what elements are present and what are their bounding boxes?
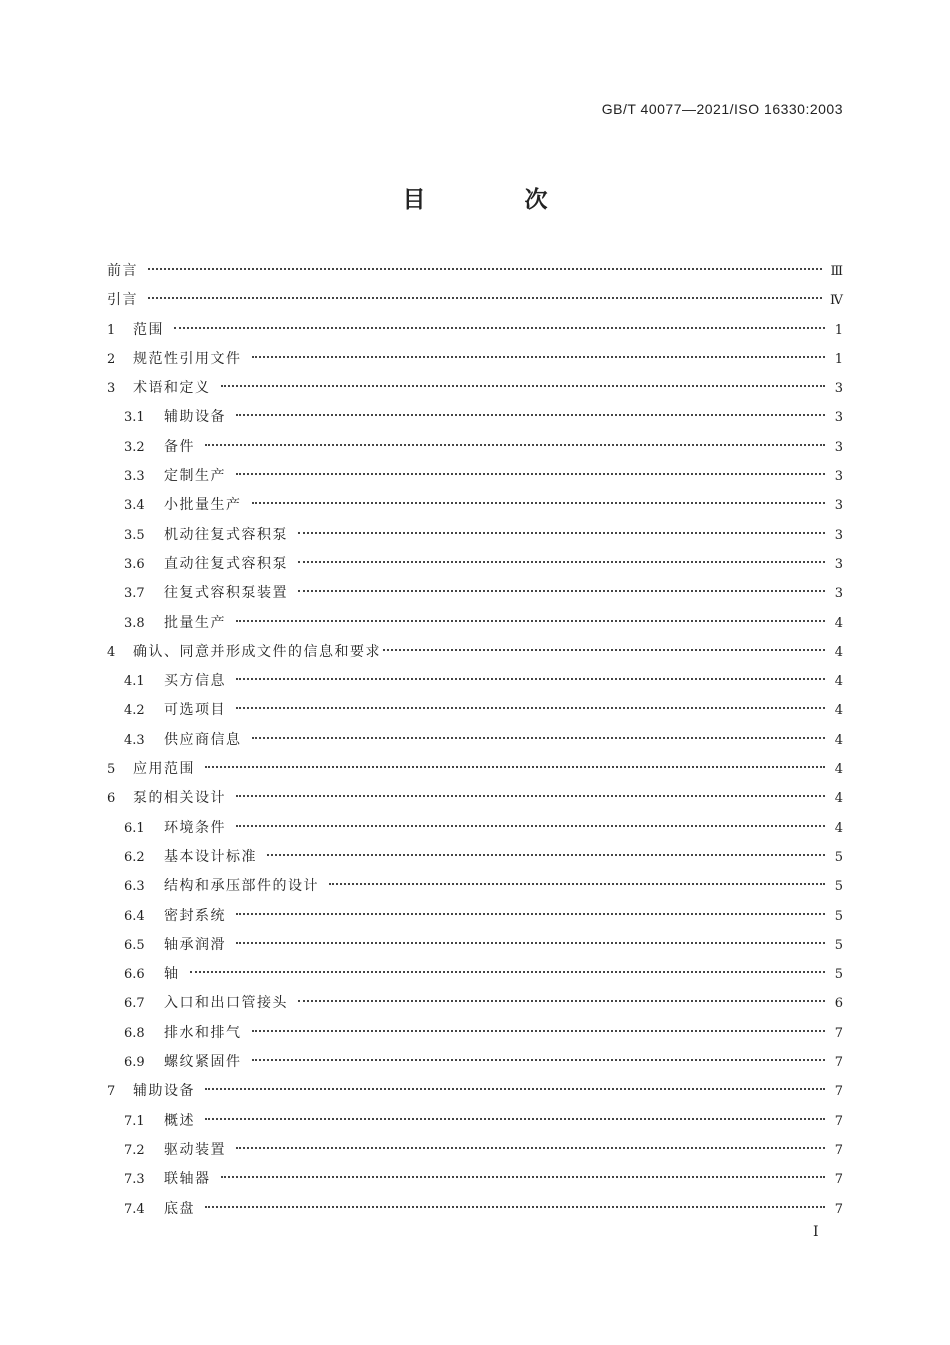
toc-entry[interactable] bbox=[107, 345, 843, 374]
toc-entry-page: 7 bbox=[834, 1201, 843, 1217]
toc-entry[interactable] bbox=[107, 374, 843, 403]
toc-entry-number: 7.2 bbox=[124, 1142, 145, 1158]
toc-entry[interactable] bbox=[107, 902, 843, 931]
toc-entry[interactable] bbox=[107, 1107, 843, 1136]
toc-entry[interactable] bbox=[107, 1165, 843, 1194]
toc-dot-leader bbox=[174, 327, 825, 329]
toc-entry-number: 6.9 bbox=[124, 1055, 145, 1071]
toc-entry-label: 结构和承压部件的设计 bbox=[164, 878, 319, 895]
toc-dot-leader bbox=[236, 707, 825, 709]
toc-entry-number: 7.1 bbox=[124, 1113, 145, 1129]
toc-dot-leader bbox=[205, 1118, 825, 1120]
toc-dot-leader bbox=[252, 1059, 826, 1061]
toc-entry-number: 6.1 bbox=[124, 820, 145, 836]
toc-entry-label: 入口和出口管接头 bbox=[164, 995, 288, 1012]
toc-entry-page: 7 bbox=[834, 1172, 843, 1188]
toc-entry-label: 轴 bbox=[164, 966, 180, 983]
toc-entry-page: 4 bbox=[834, 820, 843, 836]
toc-entry-page: 3 bbox=[834, 439, 843, 455]
toc-entry-label: 机动往复式容积泵 bbox=[164, 526, 288, 543]
toc-entry[interactable] bbox=[107, 989, 843, 1018]
toc-entry-page: 6 bbox=[834, 996, 843, 1012]
toc-entry-number: 4 bbox=[107, 644, 116, 660]
toc-entry[interactable] bbox=[107, 257, 843, 286]
toc-entry-page: 3 bbox=[834, 469, 843, 485]
toc-entry[interactable] bbox=[107, 579, 843, 608]
toc-entry-label: 备件 bbox=[164, 438, 195, 455]
toc-entry-page: 3 bbox=[834, 586, 843, 602]
toc-entry-label: 术语和定义 bbox=[133, 380, 211, 397]
toc-entry-number: 6.6 bbox=[124, 967, 145, 983]
toc-dot-leader bbox=[190, 971, 826, 973]
toc-entry[interactable] bbox=[107, 316, 843, 345]
toc-entry-page: 4 bbox=[834, 674, 843, 690]
toc-dot-leader bbox=[298, 1000, 825, 1002]
toc-entry-label: 规范性引用文件 bbox=[133, 350, 242, 367]
toc-entry-label: 密封系统 bbox=[164, 907, 226, 924]
toc-entry-label: 定制生产 bbox=[164, 468, 226, 485]
toc-entry[interactable] bbox=[107, 814, 843, 843]
toc-entry[interactable] bbox=[107, 931, 843, 960]
toc-entry-page: 5 bbox=[834, 879, 843, 895]
standard-code: GB/T 40077—2021/ISO 16330:2003 bbox=[601, 101, 843, 117]
toc-entry-label: 批量生产 bbox=[164, 614, 226, 631]
toc-entry-number: 3.3 bbox=[124, 469, 145, 485]
toc-entry[interactable] bbox=[107, 667, 843, 696]
toc-entry[interactable] bbox=[107, 638, 843, 667]
toc-entry[interactable] bbox=[107, 433, 843, 462]
toc-entry-number: 6.3 bbox=[124, 879, 145, 895]
toc-entry-number: 7 bbox=[107, 1084, 116, 1100]
toc-entry-page: 4 bbox=[834, 732, 843, 748]
toc-entry-label: 供应商信息 bbox=[164, 731, 242, 748]
toc-entry-label: 辅助设备 bbox=[164, 409, 226, 426]
toc-entry[interactable] bbox=[107, 286, 843, 315]
toc-entry-number: 3.6 bbox=[124, 556, 145, 572]
toc-dot-leader bbox=[252, 502, 826, 504]
toc-entry-page: 3 bbox=[834, 381, 843, 397]
toc-entry-page: 4 bbox=[834, 762, 843, 778]
toc-entry-page: 1 bbox=[834, 322, 843, 338]
toc-dot-leader bbox=[236, 678, 825, 680]
toc-entry-label: 应用范围 bbox=[133, 761, 195, 778]
toc-entry[interactable] bbox=[107, 403, 843, 432]
toc-entry-page: 7 bbox=[834, 1113, 843, 1129]
toc-entry[interactable] bbox=[107, 843, 843, 872]
toc-entry-number: 4.1 bbox=[124, 674, 145, 690]
toc-entry[interactable] bbox=[107, 784, 843, 813]
toc-entry-page: 5 bbox=[834, 937, 843, 953]
toc-dot-leader bbox=[236, 795, 825, 797]
toc-entry-label: 往复式容积泵装置 bbox=[164, 585, 288, 602]
toc-entry-number: 7.3 bbox=[124, 1172, 145, 1188]
toc-entry[interactable] bbox=[107, 1136, 843, 1165]
toc-dot-leader bbox=[298, 590, 825, 592]
toc-dot-leader bbox=[205, 1206, 825, 1208]
toc-entry-label: 买方信息 bbox=[164, 673, 226, 690]
toc-entry-page: 7 bbox=[834, 1084, 843, 1100]
toc-entry-page: Ⅲ bbox=[830, 264, 843, 279]
toc-entry-label: 螺纹紧固件 bbox=[164, 1054, 242, 1071]
toc-entry-number: 1 bbox=[107, 322, 116, 338]
toc-dot-leader bbox=[148, 268, 822, 270]
table-of-contents bbox=[107, 257, 843, 1224]
toc-dot-leader bbox=[383, 649, 825, 651]
toc-dot-leader bbox=[221, 385, 826, 387]
toc-entry-page: Ⅳ bbox=[830, 293, 843, 309]
toc-entry[interactable] bbox=[107, 609, 843, 638]
toc-entry-number: 3.1 bbox=[124, 410, 145, 426]
toc-entry[interactable] bbox=[107, 726, 843, 755]
toc-entry-page: 1 bbox=[834, 351, 843, 367]
toc-dot-leader bbox=[236, 1147, 825, 1149]
toc-entry-number: 3 bbox=[107, 381, 116, 397]
toc-dot-leader bbox=[236, 913, 825, 915]
toc-entry-page: 4 bbox=[834, 615, 843, 631]
toc-entry-number: 4.3 bbox=[124, 732, 145, 748]
toc-entry-page: 7 bbox=[834, 1025, 843, 1041]
toc-entry-label: 泵的相关设计 bbox=[133, 790, 226, 807]
toc-entry-page: 4 bbox=[834, 791, 843, 807]
toc-entry-label: 范围 bbox=[133, 321, 164, 338]
toc-entry[interactable] bbox=[107, 696, 843, 725]
toc-dot-leader bbox=[236, 620, 825, 622]
toc-entry-number: 6.4 bbox=[124, 908, 145, 924]
toc-dot-leader bbox=[298, 561, 825, 563]
toc-dot-leader bbox=[236, 473, 825, 475]
toc-entry-label: 概述 bbox=[164, 1112, 195, 1129]
toc-dot-leader bbox=[205, 766, 825, 768]
toc-entry[interactable] bbox=[107, 960, 843, 989]
toc-dot-leader bbox=[236, 414, 825, 416]
toc-entry-label: 排水和排气 bbox=[164, 1024, 242, 1041]
toc-entry-number: 3.4 bbox=[124, 498, 145, 514]
toc-entry[interactable] bbox=[107, 521, 843, 550]
toc-dot-leader bbox=[329, 883, 825, 885]
footer-page-number: Ⅰ bbox=[813, 1224, 819, 1240]
toc-entry-number: 6 bbox=[107, 791, 116, 807]
toc-entry-page: 4 bbox=[834, 703, 843, 719]
toc-entry-number: 3.5 bbox=[124, 527, 145, 543]
toc-entry-page: 5 bbox=[834, 908, 843, 924]
toc-dot-leader bbox=[221, 1176, 826, 1178]
toc-entry[interactable] bbox=[107, 462, 843, 491]
page-title: 目 次 bbox=[402, 187, 586, 213]
toc-entry-number: 6.8 bbox=[124, 1025, 145, 1041]
toc-entry[interactable] bbox=[107, 1048, 843, 1077]
toc-entry-page: 4 bbox=[834, 644, 843, 660]
toc-entry-number: 6.7 bbox=[124, 996, 145, 1012]
toc-entry-label: 确认、同意并形成文件的信息和要求 bbox=[133, 643, 381, 660]
toc-entry-page: 5 bbox=[834, 849, 843, 865]
toc-dot-leader bbox=[267, 854, 825, 856]
toc-entry[interactable] bbox=[107, 1077, 843, 1106]
toc-entry-label: 小批量生产 bbox=[164, 497, 242, 514]
toc-entry-number: 3.7 bbox=[124, 586, 145, 602]
toc-entry-label: 可选项目 bbox=[164, 702, 226, 719]
toc-entry[interactable] bbox=[107, 1019, 843, 1048]
toc-entry-page: 5 bbox=[834, 967, 843, 983]
toc-entry-page: 3 bbox=[834, 498, 843, 514]
toc-entry-label: 环境条件 bbox=[164, 819, 226, 836]
toc-dot-leader bbox=[236, 942, 825, 944]
toc-entry-label: 基本设计标准 bbox=[164, 848, 257, 865]
toc-entry[interactable] bbox=[107, 1195, 843, 1224]
toc-entry-number: 7.4 bbox=[124, 1201, 145, 1217]
toc-entry-label: 辅助设备 bbox=[133, 1083, 195, 1100]
toc-dot-leader bbox=[148, 297, 822, 299]
toc-entry-page: 7 bbox=[834, 1055, 843, 1071]
toc-entry-number: 4.2 bbox=[124, 703, 145, 719]
toc-entry[interactable] bbox=[107, 872, 843, 901]
toc-entry[interactable] bbox=[107, 491, 843, 520]
toc-entry-page: 3 bbox=[834, 556, 843, 572]
toc-dot-leader bbox=[298, 532, 825, 534]
toc-dot-leader bbox=[252, 356, 826, 358]
toc-entry-number: 3.2 bbox=[124, 439, 145, 455]
toc-entry-label: 轴承润滑 bbox=[164, 936, 226, 953]
toc-entry-label: 驱动装置 bbox=[164, 1141, 226, 1158]
toc-entry-page: 3 bbox=[834, 527, 843, 543]
toc-entry-number: 6.2 bbox=[124, 849, 145, 865]
toc-entry[interactable] bbox=[107, 755, 843, 784]
toc-entry-number: 5 bbox=[107, 762, 116, 778]
toc-entry-label: 底盘 bbox=[164, 1200, 195, 1217]
toc-dot-leader bbox=[252, 737, 826, 739]
toc-dot-leader bbox=[205, 444, 825, 446]
toc-entry-page: 7 bbox=[834, 1142, 843, 1158]
toc-entry-page: 3 bbox=[834, 410, 843, 426]
toc-entry-number: 2 bbox=[107, 351, 116, 367]
toc-entry-label: 联轴器 bbox=[164, 1171, 211, 1188]
toc-entry-label: 直动往复式容积泵 bbox=[164, 555, 288, 572]
toc-entry-number: 6.5 bbox=[124, 937, 145, 953]
toc-dot-leader bbox=[236, 825, 825, 827]
toc-dot-leader bbox=[205, 1088, 825, 1090]
toc-entry-number: 3.8 bbox=[124, 615, 145, 631]
toc-entry[interactable] bbox=[107, 550, 843, 579]
toc-entry-label: 引言 bbox=[107, 292, 138, 309]
toc-entry-label: 前言 bbox=[107, 263, 138, 279]
toc-dot-leader bbox=[252, 1030, 826, 1032]
